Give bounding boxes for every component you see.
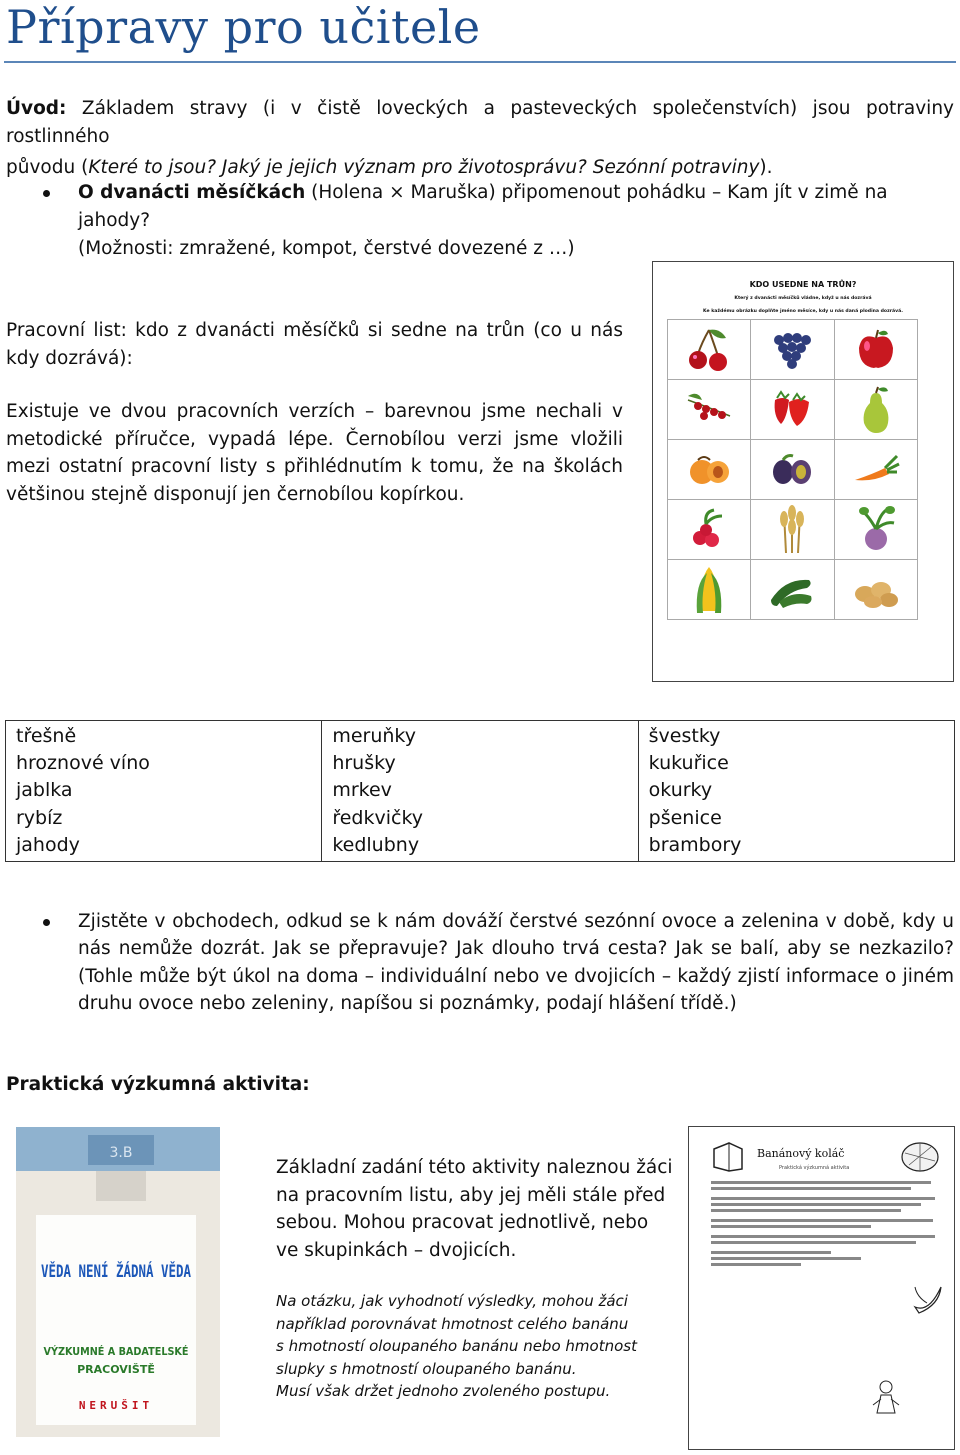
italic-line: Musí však držet jednoho zvoleného postupu. xyxy=(276,1382,611,1400)
intro-paragraph xyxy=(6,95,954,182)
pie-icon xyxy=(899,1135,941,1175)
poster-line-2: VÝZKUMNÉ A BADATELSKÉ xyxy=(43,1345,189,1358)
worksheet-paragraph-1: Pracovní list: kdo z dvanácti měsíčků si sedne na trůn (co u nás kdy dozrává): xyxy=(6,320,623,369)
door-number: 3.B xyxy=(109,1145,133,1161)
bullet-dot xyxy=(43,919,50,926)
worksheet-1-heading: KDO USEDNE NA TRŮN? xyxy=(749,280,857,289)
book-icon xyxy=(711,1141,745,1173)
bullet-2: Zjistěte v obchodech, odkud se k nám dováží čerstvé sezónní ovoce a zelenina v době, kdy u nás nemůže dozrát. Jak se přepravuje? Jak dlouho trvá cesta? Jak se balí, aby se nezkazilo? (Tohle může být úkol na doma – individuální nebo ve dvojicích – každý zjistí informace o jiném druhu ovoce nebo zeleniny, napíšou si poznámky, podají hlášení třídě.) xyxy=(78,911,954,1014)
worksheet-2-image xyxy=(688,1126,955,1450)
currant-icon xyxy=(668,380,751,440)
italic-line: s hmotností oloupaného banánu nebo hmotnost xyxy=(276,1337,637,1355)
worksheet-2-subtitle: Praktická výzkumná aktivita xyxy=(779,1165,850,1171)
cherries-icon xyxy=(668,320,751,380)
list-item: švestky xyxy=(648,725,721,747)
grapes-icon xyxy=(751,320,834,380)
list-item: mrkev xyxy=(332,779,392,802)
intro-text-1: Základem stravy (i v čistě loveckých a pasteveckých společenstvích) jsou potraviny rostlinného xyxy=(6,98,954,147)
list-item: ředkvičky xyxy=(332,806,424,829)
list-item: rybíz xyxy=(16,806,63,829)
page-title: Přípravy pro učitele xyxy=(6,0,481,54)
practical-heading: Praktická výzkumná aktivita: xyxy=(6,1074,310,1095)
plum-icon xyxy=(751,440,834,500)
worksheet-1-subtitle-2: Ke každému obrázku doplňte jméno měsíce, kdy u nás daná plodina dozrává. xyxy=(703,309,903,314)
title-rule xyxy=(4,61,956,63)
italic-line: Na otázku, jak vyhodnotí výsledky, mohou žáci xyxy=(276,1292,628,1310)
carrot-icon xyxy=(835,440,918,500)
potato-icon xyxy=(835,560,918,620)
list-item: třešně xyxy=(16,725,77,747)
list-item: kedlubny xyxy=(332,833,420,856)
bullet-dot xyxy=(43,190,50,197)
list-item: meruňky xyxy=(332,725,416,747)
table-column-1 xyxy=(6,721,322,862)
worksheet-paragraph-2: Existuje ve dvou pracovních verzích – barevnou jsme nechali v metodické příručce, vypadá lépe. Černobílou verzi jsme vložili mezi ostatní pracovní listy s přihlédnutím k tomu, že na školách většinou stejně disponují jen černobílou kopírkou. xyxy=(6,401,623,505)
crops-table xyxy=(5,720,955,862)
poster-line-4: NERUŠIT xyxy=(78,1399,154,1412)
worksheet-1-grid xyxy=(667,319,918,620)
apricot-icon xyxy=(668,440,751,500)
intro-label: Úvod: xyxy=(6,98,67,119)
pear-icon xyxy=(835,380,918,440)
corn-icon xyxy=(668,560,751,620)
banana-icon xyxy=(909,1277,947,1317)
radish-icon xyxy=(668,500,751,560)
list-item: brambory xyxy=(648,833,742,856)
worksheet-1-subtitle-1: Který z dvanácti měsíčků vládne, když u nás dozrává xyxy=(734,296,872,301)
bullet-1 xyxy=(78,179,958,263)
bullet-1-text-2: (Možnosti: zmražené, kompot, čerstvé dovezené z …) xyxy=(78,238,575,259)
worksheet-1-image xyxy=(652,261,954,682)
worksheet-2-title: Banánový koláč xyxy=(757,1147,845,1160)
list-item: jablka xyxy=(16,779,73,802)
italic-line: například porovnávat hmotnost celého banánu xyxy=(276,1314,629,1333)
table-column-3 xyxy=(638,721,954,862)
door-poster-photo xyxy=(16,1127,246,1437)
strawberry-icon xyxy=(751,380,834,440)
poster-line-1: VĚDA NENÍ ŽÁDNÁ VĚDA xyxy=(41,1262,246,1282)
child-icon xyxy=(869,1379,903,1415)
intro-text-2b: Které to jsou? Jaký je jejich význam pro životosprávu? Sezónní potraviny xyxy=(88,157,760,178)
list-item: kukuřice xyxy=(648,752,729,775)
list-item: jahody xyxy=(16,833,80,856)
intro-text-2a: původu ( xyxy=(6,157,89,178)
list-item: pšenice xyxy=(648,806,722,829)
cucumber-icon xyxy=(751,560,834,620)
bullet-1-text-1: (Holena × Maruška) připomenout pohádku – Kam jít v zimě na jahody? xyxy=(78,182,888,231)
wheat-icon xyxy=(751,500,834,560)
list-item: hroznové víno xyxy=(16,752,150,775)
intro-text-2c: ). xyxy=(759,157,773,178)
apple-icon xyxy=(835,320,918,380)
list-item: hrušky xyxy=(332,752,396,775)
activity-italic-note xyxy=(276,1290,686,1403)
list-item: okurky xyxy=(648,779,713,802)
table-column-2 xyxy=(322,721,638,862)
italic-line: slupky s hmotností oloupaného banánu. xyxy=(276,1359,577,1378)
activity-text: Základní zadání této aktivity naleznou žáci na pracovním listu, aby jej měli stále před sebou. Mohou pracovat jednotlivě, nebo ve skupinkách – dvojicích. xyxy=(276,1157,673,1261)
kohlrabi-icon xyxy=(835,500,918,560)
poster-line-3: PRACOVIŠTĚ xyxy=(77,1363,155,1376)
bullet-1-bold: O dvanácti měsíčkách xyxy=(78,182,306,203)
